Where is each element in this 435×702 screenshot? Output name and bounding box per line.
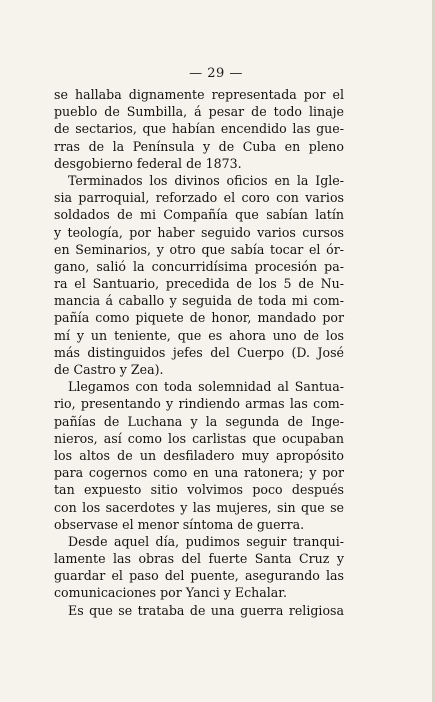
text-line: tan expuesto sitio volvimos poco después [54,482,344,498]
text-line: pañía como piquete de honor, mandado por [54,310,344,326]
text-line: más distinguidos jefes del Cuerpo (D. José [54,344,344,360]
text-line: para cogernos como en una ratonera; y por [54,465,344,481]
text-line: sia parroquial, reforzado el coro con varios [54,190,344,206]
text-line: Es que se trataba de una guerra religiosa [68,602,344,618]
text-line: rio, presentando y rindiendo armas las com- [54,396,344,412]
text-line: pañías de Luchana y la segunda de Inge- [54,413,344,429]
text-line: de Castro y Zea). [54,362,164,377]
text-line: observase el menor síntoma de guerra. [54,516,305,532]
text-line: pueblo de Sumbilla, á pesar de todo linaje [54,104,344,120]
text-line: de sectarios, que habían encendido las gue- [54,121,344,137]
text-line: guardar el paso del puente, asegurando las [54,568,344,584]
text-line: lamente las obras del fuerte Santa Cruz y [54,551,344,567]
text-line: Terminados los divinos oficios en la Igle- [68,172,344,188]
text-line: en Seminarios, y otro que sabía tocar el ór- [54,241,344,257]
page-number: — 29 — [189,66,243,81]
text-line: nieros, así como los carlistas que ocupaban [54,430,344,446]
text-line: Llegamos con toda solemnidad al Santua- [68,379,344,395]
text-line: desgobierno federal de 1873. [54,155,242,171]
text-line: soldados de mi Compañía que sabían latín [54,207,344,223]
text-line: con los sacerdotes y las mujeres, sin que se [54,499,344,515]
text-line: los altos de un desfiladero muy apropósito [54,447,344,463]
text-line: mí y un teniente, que es ahora uno de los [54,327,344,343]
text-line: rras de la Península y de Cuba en pleno [54,138,344,154]
body-text [54,86,344,619]
text-line: y teología, por haber seguido varios cursos [54,224,344,240]
text-line: mancia á caballo y seguida de toda mi com- [54,293,344,309]
text-line: comunicaciones por Yanci y Echalar. [54,585,287,601]
text-line: Desde aquel día, pudimos seguir tranqui- [68,533,344,549]
text-line: se hallaba dignamente representada por el [54,87,344,102]
text-line: gano, salió la concurridísima procesión pa- [54,258,344,274]
text-line: ra el Santuario, precedida de los 5 de Nu- [54,276,344,292]
